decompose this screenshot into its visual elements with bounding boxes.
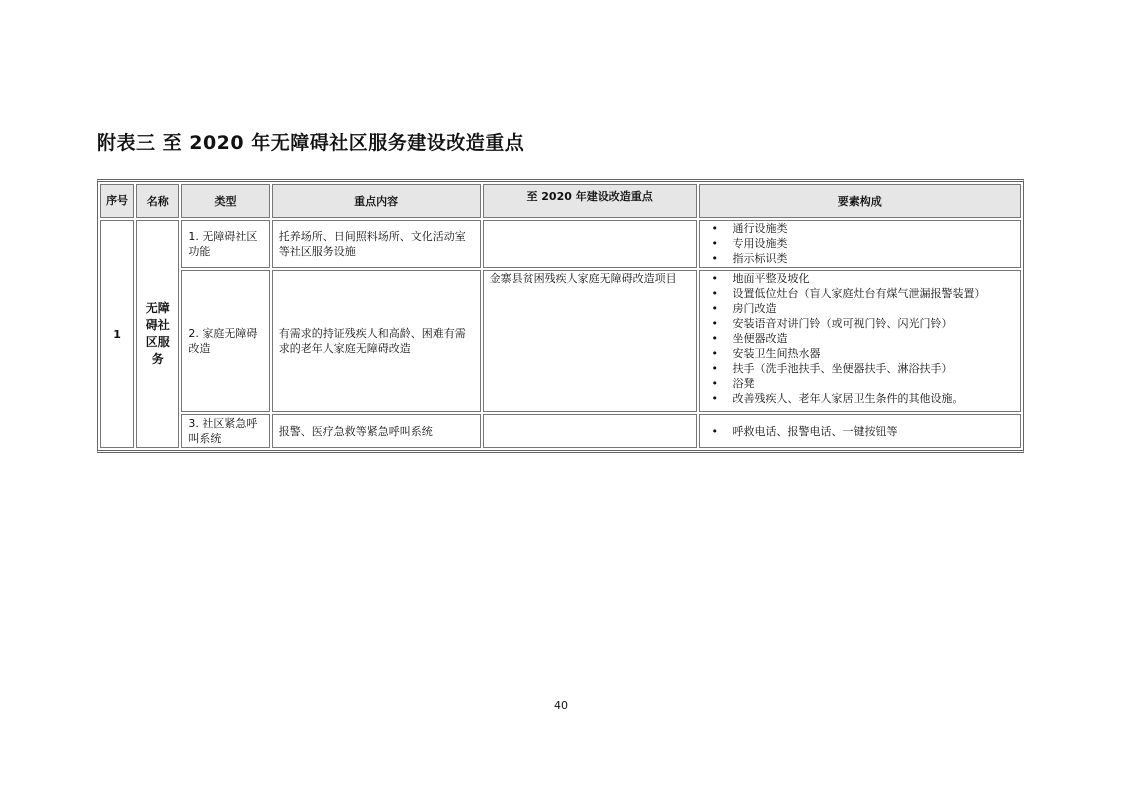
group-seq: 1 [100, 220, 134, 448]
row-elements [699, 414, 1021, 448]
list-item: • 设置低位灶台（盲人家庭灶台有煤气泄漏报警装置） [706, 286, 1014, 301]
header-type: 类型 [181, 184, 269, 218]
row-type: 1. 无障碍社区功能 [181, 220, 269, 268]
list-item: • 呼救电话、报警电话、一键按钮等 [706, 424, 1014, 439]
list-item: • 安装卫生间热水器 [706, 346, 1014, 361]
service-table [97, 179, 1024, 453]
list-item: • 通行设施类 [706, 221, 1014, 236]
row-elements [699, 270, 1021, 412]
table-row [100, 414, 1021, 448]
group-name: 无障碍社区服务 [136, 220, 179, 448]
header-name: 名称 [136, 184, 179, 218]
header-focus: 至 2020 年建设改造重点 [483, 184, 697, 218]
list-item: • 地面平整及坡化 [706, 271, 1014, 286]
row-content: 托养场所、日间照料场所、文化活动室等社区服务设施 [272, 220, 481, 268]
header-content: 重点内容 [272, 184, 481, 218]
row-focus [483, 220, 697, 268]
list-item: • 坐便器改造 [706, 331, 1014, 346]
row-type: 3. 社区紧急呼叫系统 [181, 414, 269, 448]
list-item: • 专用设施类 [706, 236, 1014, 251]
list-item: • 房门改造 [706, 301, 1014, 316]
page-title: 附表三 至 2020 年无障碍社区服务建设改造重点 [97, 132, 525, 154]
header-elements: 要素构成 [699, 184, 1021, 218]
row-content: 有需求的持证残疾人和高龄、困难有需求的老年人家庭无障碍改造 [272, 270, 481, 412]
header-seq: 序号 [100, 184, 134, 218]
row-elements [699, 220, 1021, 268]
list-item: • 安装语音对讲门铃（或可视门铃、闪光门铃） [706, 316, 1014, 331]
list-item: • 改善残疾人、老年人家居卫生条件的其他设施。 [706, 391, 1014, 406]
table-header-row [100, 184, 1021, 218]
table-row [100, 220, 1021, 268]
list-item: • 指示标识类 [706, 251, 1014, 266]
row-content: 报警、医疗急救等紧急呼叫系统 [272, 414, 481, 448]
list-item: • 扶手（洗手池扶手、坐便器扶手、淋浴扶手） [706, 361, 1014, 376]
row-type: 2. 家庭无障碍改造 [181, 270, 269, 412]
page-number: 40 [554, 699, 568, 712]
table-row [100, 270, 1021, 412]
row-focus: 金寨县贫困残疾人家庭无障碍改造项目 [483, 270, 697, 412]
row-focus [483, 414, 697, 448]
list-item: • 浴凳 [706, 376, 1014, 391]
